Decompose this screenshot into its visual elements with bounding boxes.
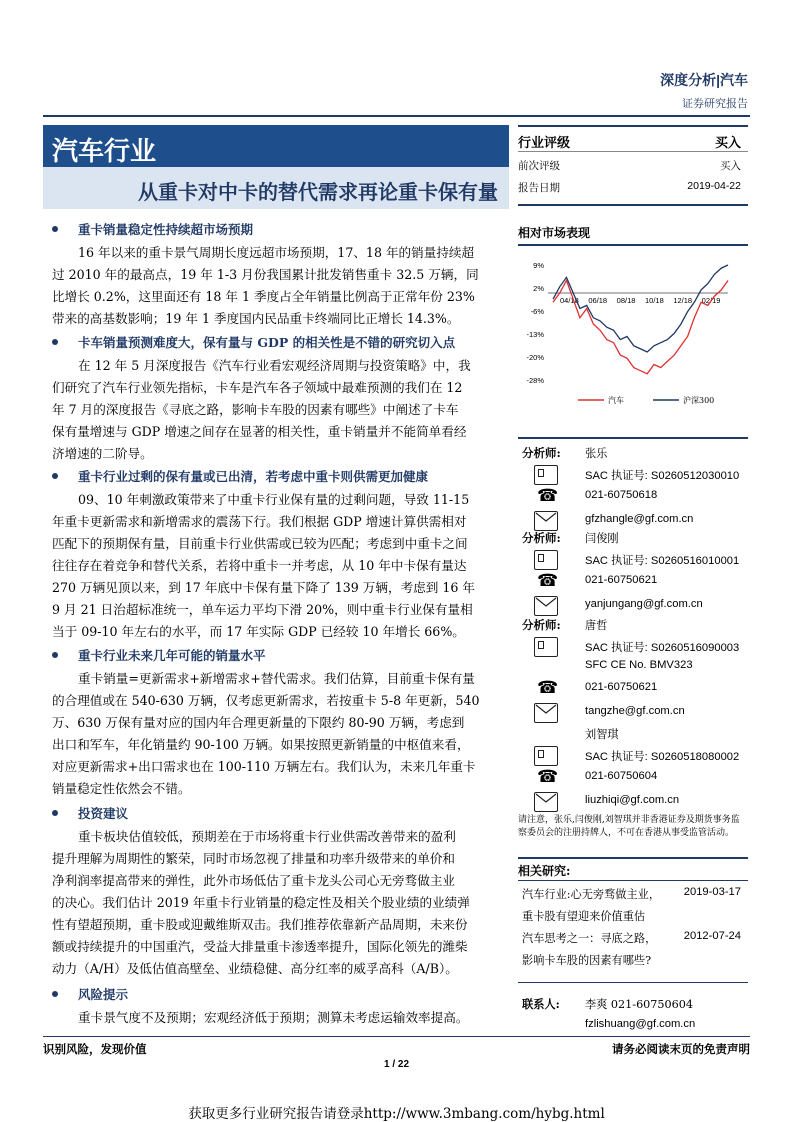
analyst-sfc-id: SFC CE No. BMV323 xyxy=(585,659,693,671)
paragraph-line: 的合理值或在 540-630 万辆，仅考虑更新需求，若按重卡 5-8 年更新，540 xyxy=(52,693,480,708)
report-date-value: 2019-04-22 xyxy=(687,180,741,192)
id-card-icon xyxy=(534,637,558,657)
phone-icon: ☎ xyxy=(537,486,559,506)
related-date: 2012-07-24 xyxy=(683,930,741,942)
analyst-email[interactable]: tangzhe@gf.com.cn xyxy=(585,705,685,717)
series-line-hs300 xyxy=(553,265,728,352)
bullet-heading: 风险提示 xyxy=(78,987,129,1002)
rating-top-rule xyxy=(518,125,748,127)
x-tick-label: 02/19 xyxy=(701,295,721,305)
id-card-icon xyxy=(534,465,558,485)
paragraph-line: 额或持续提升的中国重汽，受益大排量重卡渗透率提升，国际化领先的潍柴 xyxy=(52,939,468,954)
chart-title-rule xyxy=(518,244,748,246)
footer-divider xyxy=(43,1036,750,1037)
paragraph-line: 动力（A/H）及低估值高壁垒、业绩稳健、高分红率的威孚高科（A/B）。 xyxy=(52,961,458,976)
analyst-email[interactable]: yanjungang@gf.com.cn xyxy=(585,598,703,610)
contact-email[interactable]: fzlishuang@gf.com.cn xyxy=(585,1018,696,1030)
paragraph-line: 往往存在着竞争和替代关系，若将中重卡一并考虑，从 10 年中卡保有量达 xyxy=(52,558,467,573)
legend-label: 沪深300 xyxy=(683,396,715,405)
id-card-icon xyxy=(534,550,558,570)
related-title-line2[interactable]: 影响卡车股的因素有哪些? xyxy=(522,954,652,967)
bullet-heading: 重卡行业过剩的保有量或已出清，若考虑中重卡则供需更加健康 xyxy=(78,469,429,484)
y-tick-label: 9% xyxy=(533,261,544,270)
paragraph-line: 重卡板块估值较低，预期差在于市场将重卡行业供需改善带来的盈利 xyxy=(78,829,456,844)
paragraph-line: 年 7 月的深度报告《寻底之路，影响卡车股的因素有哪些》中阐述了卡车 xyxy=(52,402,459,417)
report-type: 深度分析|汽车 xyxy=(660,72,748,88)
email-icon xyxy=(534,703,558,723)
paragraph-line: 济增速的二阶导。 xyxy=(52,446,153,461)
email-icon xyxy=(534,792,558,812)
phone-icon: ☎ xyxy=(537,767,559,787)
paragraph-line: 重卡景气度不及预期；宏观经济低于预期；测算未考虑运输效率提高。 xyxy=(78,1010,469,1025)
y-tick-label: -28% xyxy=(526,376,544,385)
related-title-line1[interactable]: 汽车思考之一：寻底之路， xyxy=(522,932,657,945)
y-tick-label: -13% xyxy=(526,330,544,339)
paragraph-line: 们研究了汽车行业领先指标，卡车是汽车各子领域中最难预测的我们在 12 xyxy=(52,380,463,395)
analyst-phone[interactable]: 021-60750604 xyxy=(585,770,658,782)
paragraph-line: 270 万辆见顶以来，到 17 年底中卡保有量下降了 139 万辆，考虑到 16 年 xyxy=(52,580,475,595)
y-tick-label: -20% xyxy=(526,353,544,362)
rating-divider xyxy=(518,151,748,152)
paragraph-line: 万、630 万保有量对应的国内年合理更新量的下限约 80-90 万辆，考虑到 xyxy=(52,715,465,730)
paragraph-line: 出口和军车，年化销量约 90-100 万辆。如果按照更新销量的中枢值来看， xyxy=(52,737,470,752)
analyst-sac-id: SAC 执证号: S0260516010001 xyxy=(585,555,740,567)
x-tick-label: 04/18 xyxy=(560,295,579,305)
paragraph-line: 匹配下的预期保有量，目前重卡行业供需或已较为匹配；考虑到中重卡之间 xyxy=(52,536,468,551)
paragraph-line: 9 月 21 日治超标准统一，单车运力平均下滑 20%，则中重卡行业保有量相 xyxy=(52,602,473,617)
related-title-line2[interactable]: 重卡股有望迎来价值重估 xyxy=(522,910,646,923)
phone-icon: ☎ xyxy=(537,678,559,698)
bottom-banner[interactable]: 获取更多行业研究报告请登录http://www.3mbang.com/hybg.html xyxy=(188,1106,605,1122)
analyst-email[interactable]: gfzhangle@gf.com.cn xyxy=(585,513,694,525)
y-tick-label: -6% xyxy=(530,307,544,316)
bullet-heading: 重卡行业未来几年可能的销量水平 xyxy=(78,648,266,663)
rating-value: 买入 xyxy=(714,136,741,151)
paragraph-line: 带来的高基数影响；19 年 1 季度国内民品重卡终端同比正增长 14.3%。 xyxy=(52,311,460,326)
bullet-dot xyxy=(52,226,58,232)
paragraph-line: 年重卡更新需求和新增需求的震荡下行。我们根据 GDP 增速计算供需相对 xyxy=(52,514,467,529)
paragraph-line: 净利润率提高带来的弹性，此外市场低估了重卡龙头公司心无旁骛做主业 xyxy=(52,873,455,888)
paragraph-line: 过 2010 年的最高点，19 年 1-3 月份我国累计批发销售重卡 32.5 万辆，同 xyxy=(52,267,479,282)
analyst-phone[interactable]: 021-60750621 xyxy=(585,681,658,693)
related-title-line1[interactable]: 汽车行业:心无旁骛做主业， xyxy=(522,888,661,901)
prev-rating-label: 前次评级 xyxy=(518,160,560,172)
paragraph-line: 重卡销量=更新需求+新增需求+替代需求。我们估算，目前重卡保有量 xyxy=(78,671,475,686)
bullet-dot xyxy=(52,339,58,345)
x-tick-label: 12/18 xyxy=(673,295,693,305)
relative-performance-chart xyxy=(518,255,748,415)
paragraph-line: 保有量增速与 GDP 增速之间存在显著的相关性，重卡销量并不能简单看经 xyxy=(52,424,467,439)
analyst-note: 请注意，张乐,闫俊刚,刘智琪并非香港证券及期货事务监察委员会的注册持牌人，不可在香港从事受监管活动。 xyxy=(518,815,740,838)
related-top-rule xyxy=(518,857,748,859)
y-tick-label: 2% xyxy=(533,284,544,293)
analyst-phone[interactable]: 021-60750618 xyxy=(585,489,658,501)
email-icon xyxy=(534,596,558,616)
paragraph-line: 提升理解为周期性的繁荣，同时市场忽视了排量和功率升级带来的单价和 xyxy=(52,851,455,866)
footer-disclaimer[interactable]: 请务必阅读末页的免责声明 xyxy=(612,1042,750,1056)
legend-label: 汽车 xyxy=(608,396,624,405)
bullet-dot xyxy=(52,652,58,658)
header-divider xyxy=(43,115,750,117)
bullet-dot xyxy=(52,473,58,479)
prev-rating-value: 买入 xyxy=(720,160,741,172)
rating-label: 行业评级 xyxy=(518,136,571,151)
paragraph-line: 对应更新需求+出口需求也在 100-110 万辆左右。我们认为，未来几年重卡 xyxy=(52,759,476,774)
bullet-dot xyxy=(52,991,58,997)
bullet-heading: 投资建议 xyxy=(78,806,129,821)
analyst-name: 唐哲 xyxy=(585,619,608,632)
phone-icon: ☎ xyxy=(537,571,559,591)
analyst-name: 张乐 xyxy=(585,447,608,460)
analyst-sac-id: SAC 执证号: S0260516090003 xyxy=(585,642,740,654)
analyst-email[interactable]: liuzhiqi@gf.com.cn xyxy=(585,794,680,806)
report-title: 从重卡对中卡的替代需求再论重卡保有量 xyxy=(138,180,498,204)
x-tick-label: 06/18 xyxy=(588,295,608,305)
paragraph-line: 比增长 0.2%，这里面还有 18 年 1 季度占全年销量比例高于正常年份 23% xyxy=(52,289,475,304)
analyst-top-rule xyxy=(518,437,748,439)
rating-bottom-rule xyxy=(518,204,748,206)
footer-slogan: 识别风险，发现价值 xyxy=(43,1042,147,1056)
bullet-dot xyxy=(52,810,58,816)
related-label-rule xyxy=(518,880,748,881)
page-number: 1 / 22 xyxy=(383,1059,410,1070)
paragraph-line: 09、10 年刺激政策带来了中重卡行业保有量的过剩问题，导致 11-15 xyxy=(78,492,470,507)
related-date: 2019-03-17 xyxy=(683,886,741,898)
analyst-sac-id: SAC 执证号: S0260518080002 xyxy=(585,751,740,763)
paragraph-line: 在 12 年 5 月深度报告《汽车行业看宏观经济周期与投资策略》中，我 xyxy=(78,358,471,373)
analyst-name: 闫俊刚 xyxy=(585,532,619,545)
paragraph-line: 的决心。我们估计 2019 年重卡行业销量的稳定性及相关个股业绩的业绩弹 xyxy=(52,895,470,910)
email-icon xyxy=(534,511,558,531)
analyst-name: 刘智琪 xyxy=(585,728,619,741)
report-date-label: 报告日期 xyxy=(518,182,560,194)
chart-title: 相对市场表现 xyxy=(518,226,591,240)
paragraph-line: 当于 09-10 年左右的水平，而 17 年实际 GDP 已经较 10 年增长 66%。 xyxy=(52,624,465,639)
contact-top-rule xyxy=(518,982,748,983)
paragraph-line: 性有望超预期，重卡股或迎戴维斯双击。我们推荐依靠新产品周期，未来份 xyxy=(52,917,468,932)
analyst-label: 分析师: xyxy=(522,618,561,632)
analyst-label: 分析师: xyxy=(522,531,561,545)
analyst-label: 分析师: xyxy=(522,446,561,460)
id-card-icon xyxy=(534,746,558,766)
bullet-heading: 重卡销量稳定性持续超市场预期 xyxy=(78,222,254,237)
contact-label: 联系人: xyxy=(522,997,560,1011)
contact-name-phone: 李爽 021-60750604 xyxy=(585,998,694,1011)
bullet-heading: 卡车销量预测难度大，保有量与 GDP 的相关性是不错的研究切入点 xyxy=(78,335,456,350)
paragraph-line: 16 年以来的重卡景气周期长度远超市场预期，17、18 年的销量持续超 xyxy=(78,245,475,260)
related-label: 相关研究: xyxy=(518,864,571,878)
paragraph-line: 销量稳定性依然会不错。 xyxy=(52,781,191,796)
x-tick-label: 10/18 xyxy=(645,295,664,305)
series-line-auto xyxy=(553,281,728,374)
x-tick-label: 08/18 xyxy=(616,295,636,305)
analyst-sac-id: SAC 执证号: S0260512030010 xyxy=(585,470,740,482)
analyst-phone[interactable]: 021-60750621 xyxy=(585,574,658,586)
report-subtitle: 证券研究报告 xyxy=(682,98,748,110)
industry-title: 汽车行业 xyxy=(52,136,157,166)
